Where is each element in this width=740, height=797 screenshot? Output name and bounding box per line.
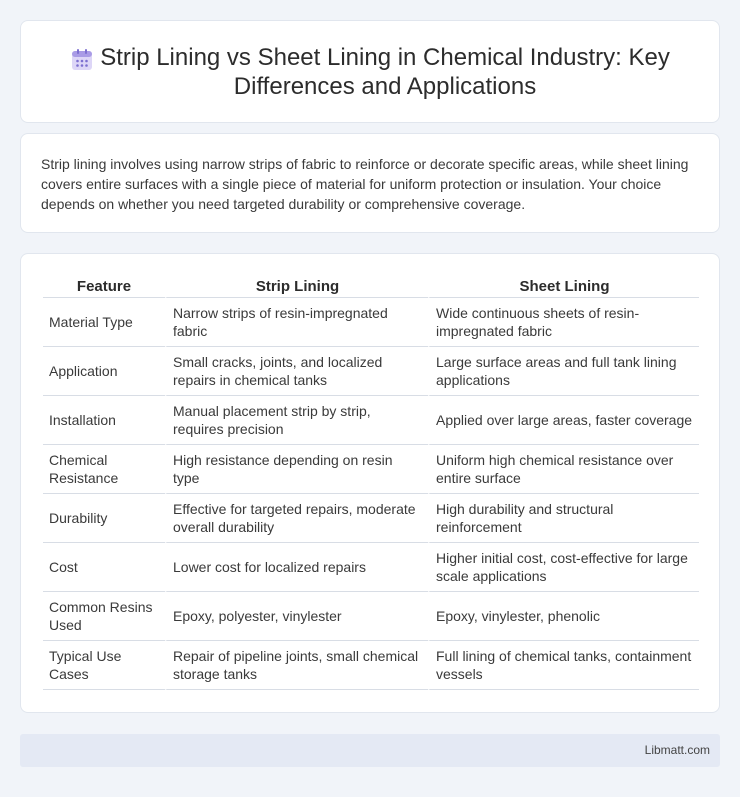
footer-brand: Libmatt.com bbox=[644, 743, 710, 757]
strip-lining-cell: Epoxy, polyester, vinylester bbox=[165, 592, 428, 641]
intro-card bbox=[20, 133, 720, 233]
strip-lining-cell: Repair of pipeline joints, small chemical storage tanks bbox=[165, 641, 428, 690]
table-row bbox=[43, 347, 699, 396]
table-row bbox=[43, 396, 699, 445]
footer-bar bbox=[20, 734, 720, 767]
strip-lining-cell: Effective for targeted repairs, moderate overall durability bbox=[165, 494, 428, 543]
table-header-row bbox=[43, 276, 699, 298]
comparison-table-card bbox=[20, 253, 720, 713]
column-header-strip-lining: Strip Lining bbox=[165, 276, 428, 298]
feature-cell: Chemical Resistance bbox=[43, 445, 165, 494]
comparison-table bbox=[43, 276, 699, 690]
page-title: Strip Lining vs Sheet Lining in Chemical Industry: Key Differences and Applications bbox=[100, 43, 670, 100]
sheet-lining-cell: Large surface areas and full tank lining applications bbox=[428, 347, 699, 396]
intro-paragraph: Strip lining involves using narrow strips of fabric to reinforce or decorate specific areas, while sheet lining covers entire surfaces with a single piece of material for uniform protection or insulation. Your choice depends on whether you need targeted durability or comprehensive coverage. bbox=[41, 156, 689, 212]
strip-lining-cell: Small cracks, joints, and localized repairs in chemical tanks bbox=[165, 347, 428, 396]
table-row bbox=[43, 445, 699, 494]
feature-cell: Common Resins Used bbox=[43, 592, 165, 641]
table-row bbox=[43, 641, 699, 690]
strip-lining-cell: Manual placement strip by strip, requires precision bbox=[165, 396, 428, 445]
table-row bbox=[43, 592, 699, 641]
feature-cell: Durability bbox=[43, 494, 165, 543]
table-row bbox=[43, 543, 699, 592]
feature-cell: Material Type bbox=[43, 298, 165, 347]
strip-lining-cell: Narrow strips of resin-impregnated fabric bbox=[165, 298, 428, 347]
feature-cell: Installation bbox=[43, 396, 165, 445]
column-header-sheet-lining: Sheet Lining bbox=[428, 276, 699, 298]
sheet-lining-cell: Epoxy, vinylester, phenolic bbox=[428, 592, 699, 641]
sheet-lining-cell: Full lining of chemical tanks, containment vessels bbox=[428, 641, 699, 690]
sheet-lining-cell: Applied over large areas, faster coverage bbox=[428, 396, 699, 445]
strip-lining-cell: High resistance depending on resin type bbox=[165, 445, 428, 494]
sheet-lining-cell: Higher initial cost, cost-effective for large scale applications bbox=[428, 543, 699, 592]
feature-cell: Cost bbox=[43, 543, 165, 592]
table-row bbox=[43, 298, 699, 347]
title-card bbox=[20, 20, 720, 123]
sheet-lining-cell: Wide continuous sheets of resin-impregnated fabric bbox=[428, 298, 699, 347]
strip-lining-cell: Lower cost for localized repairs bbox=[165, 543, 428, 592]
feature-cell: Typical Use Cases bbox=[43, 641, 165, 690]
feature-cell: Application bbox=[43, 347, 165, 396]
column-header-feature: Feature bbox=[43, 276, 165, 298]
table-row bbox=[43, 494, 699, 543]
sheet-lining-cell: High durability and structural reinforcement bbox=[428, 494, 699, 543]
sheet-lining-cell: Uniform high chemical resistance over entire surface bbox=[428, 445, 699, 494]
